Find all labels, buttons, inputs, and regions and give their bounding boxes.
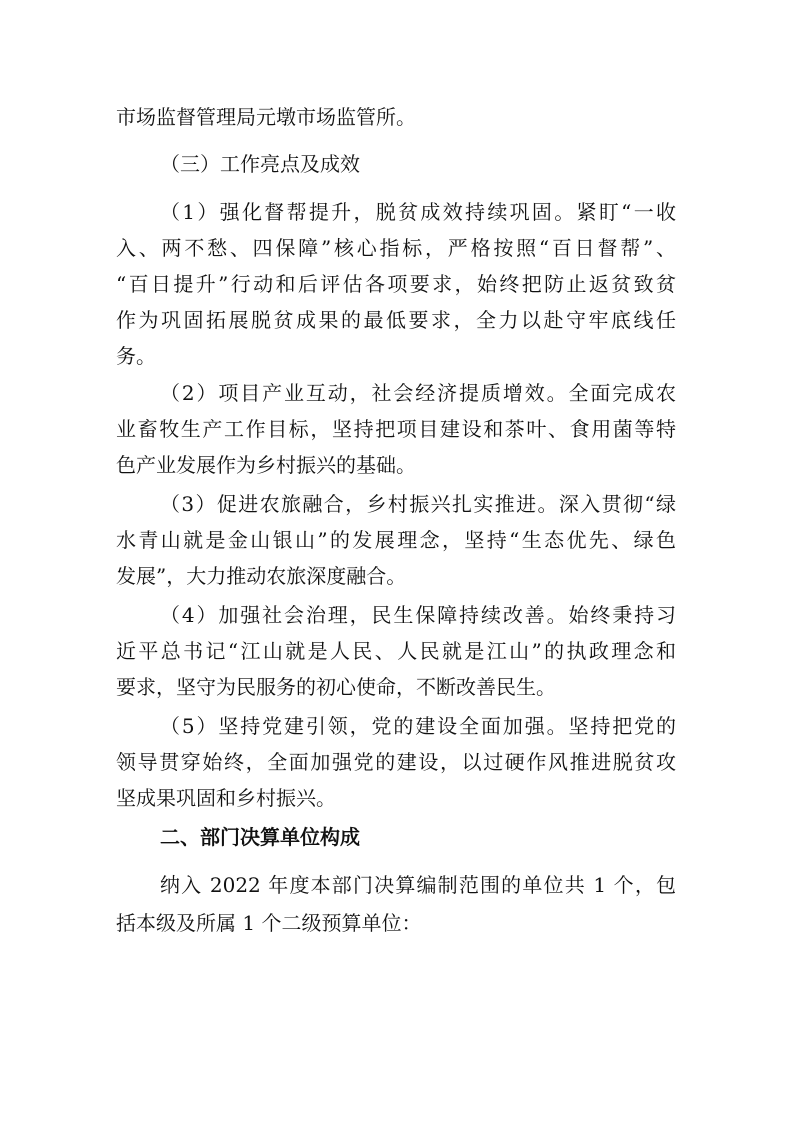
item2-line2: 业畜牧生产工作目标，坚持把项目建设和茶叶、食用菌等特 bbox=[116, 417, 676, 441]
intro-tail-line: 市场监督管理局元墩市场监管所。 bbox=[116, 105, 416, 129]
item4-line3: 要求，坚守为民服务的初心使命，不断改善民生。 bbox=[116, 675, 556, 699]
item5-line2: 领导贯穿始终，全面加强党的建设，以过硬作风推进脱贫攻 bbox=[116, 750, 676, 774]
item5-line1: （5）坚持党建引领，党的建设全面加强。坚持把党的 bbox=[160, 714, 676, 738]
item2-line1: （2）项目产业互动，社会经济提质增效。全面完成农 bbox=[160, 381, 676, 405]
item5-line3: 坚成果巩固和乡村振兴。 bbox=[116, 786, 336, 810]
section3-heading: （三）工作亮点及成效 bbox=[160, 152, 360, 176]
item1-line5: 务。 bbox=[116, 344, 156, 368]
item1-line1: （1）强化督帮提升，脱贫成效持续巩固。紧盯“一收 bbox=[160, 200, 676, 224]
item4-line1: （4）加强社会治理，民生保障持续改善。始终秉持习 bbox=[160, 603, 676, 627]
item2-line3: 色产业发展作为乡村振兴的基础。 bbox=[116, 453, 416, 477]
section2-body-line1: 纳入 2022 年度本部门决算编制范围的单位共 1 个，包 bbox=[160, 873, 676, 897]
item3-line2: 水青山就是金山银山”的发展理念，坚持“生态优先、绿色 bbox=[116, 528, 676, 552]
item3-line1: （3）促进农旅融合，乡村振兴扎实推进。深入贯彻“绿 bbox=[160, 492, 676, 516]
section2-heading: 二、部门决算单位构成 bbox=[160, 825, 360, 849]
item4-line2: 近平总书记“江山就是人民、人民就是江山”的执政理念和 bbox=[116, 639, 676, 663]
item1-line2: 入、两不愁、四保障”核心指标，严格按照“百日督帮”、 bbox=[116, 236, 676, 260]
item1-line4: 作为巩固拓展脱贫成果的最低要求，全力以赴守牢底线任 bbox=[116, 308, 676, 332]
item1-line3: “百日提升”行动和后评估各项要求，始终把防止返贫致贫 bbox=[116, 272, 676, 296]
item3-line3: 发展”，大力推动农旅深度融合。 bbox=[116, 564, 407, 588]
section2-body-line2: 括本级及所属 1 个二级预算单位： bbox=[116, 911, 422, 935]
